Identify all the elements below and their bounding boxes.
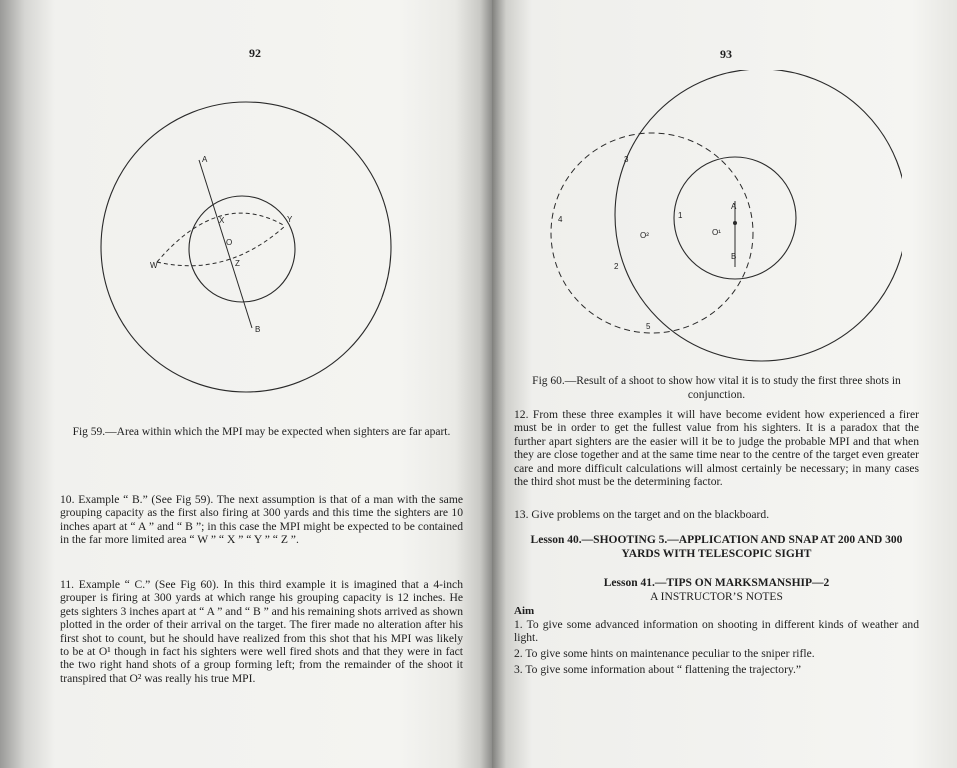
figure-60 [542,70,902,365]
fig59-caption: Fig 59.—Area within which the MPI may be expected when sighters are far apart. [72,426,451,438]
label-o1: O¹ [712,228,721,237]
label-z: Z [235,259,240,268]
group-circle-dashed [551,133,753,333]
lesson-40-heading: Lesson 40.—SHOOTING 5.—APPLICATION AND SNAP AT 200 AND 300 YARDS WITH TELESCOPIC SIGHT [530,534,903,560]
aim-label: Aim [514,605,535,617]
paragraph-13: 13. Give problems on the target and on the blackboard. [514,508,770,521]
label-a: A [731,202,737,211]
label-x: X [219,216,225,225]
inner-circle [189,196,295,302]
outer-circle [615,70,902,361]
label-b: B [255,325,261,334]
shot-2: 2 [614,262,619,271]
area-arc-lower [157,226,285,266]
aim-item-3: 3. To give some information about “ flattening the trajectory.” [514,663,802,676]
page-number-93: 93 [720,47,732,61]
label-a: A [202,155,208,164]
shot-4: 4 [558,215,563,224]
aim-item-1: 1. To give some advanced information on shooting in different kinds of weather and light. [514,618,919,645]
label-o2: O² [640,231,649,240]
aim-item-2: 2. To give some hints on maintenance peculiar to the sniper rifle. [514,647,815,660]
shot-1: 1 [678,211,683,220]
label-y: Y [287,215,293,224]
label-w: W [150,261,158,270]
right-page [492,0,957,768]
instructors-notes-heading: A INSTRUCTOR’S NOTES [650,591,783,603]
shot-3: 3 [624,155,629,164]
outer-circle [101,102,391,392]
fig60-caption: Fig 60.—Result of a shoot to show how vital it is to study the first three shots in conjunction. [532,375,901,401]
paragraph-12: 12. From these three examples it will have become evident how experienced a firer must be in order to get the fullest value from his sighters. It is a paradox that the further apart sighters are the easier will it be to judge the probable MPI and that when they are close together and at the same time near to the centre of the target even greater care and more difficult calculations will almost certainly be necessary; in many cases the third shot must be the determining factor. [514,408,919,489]
label-o: O [226,238,233,247]
shot-5: 5 [646,322,651,331]
page-number-92: 92 [249,46,261,60]
paragraph-10: 10. Example “ B.” (See Fig 59). The next assumption is that of a man with the same grouping capacity as the first also firing at 300 yards and this time the sighters are 10 inches apart at “ A ” and “ B ”; in this case the MPI might be expected to be contained in the far more limited area “ W ” “ X ” “ Y ” “ Z ”. [60,493,463,547]
label-b: B [731,252,737,261]
paragraph-11: 11. Example “ C.” (See Fig 60). In this third example it is imagined that a 4-inch grouper is firing at 300 yards at which range his grouping capacity is 12 inches. He gets sighters 3 inches apart at “ A ” and “ B ” and his remaining shots arrived as shown plotted in the order of their arrival on the target. The firer made no alteration after his first shot to count, but he should have realized from this shot that his MPI was likely to be at O¹ though in fact his sighters were well fired shots and that they were in fact the two right hand shots of a group forming left; from the remainder of the shoot it transpired that O² was really his true MPI. [60,578,463,685]
mpi-o1-dot [733,221,737,225]
figure-59 [95,100,395,400]
lesson-41-heading: Lesson 41.—TIPS ON MARKSMANSHIP—2 [603,577,830,589]
